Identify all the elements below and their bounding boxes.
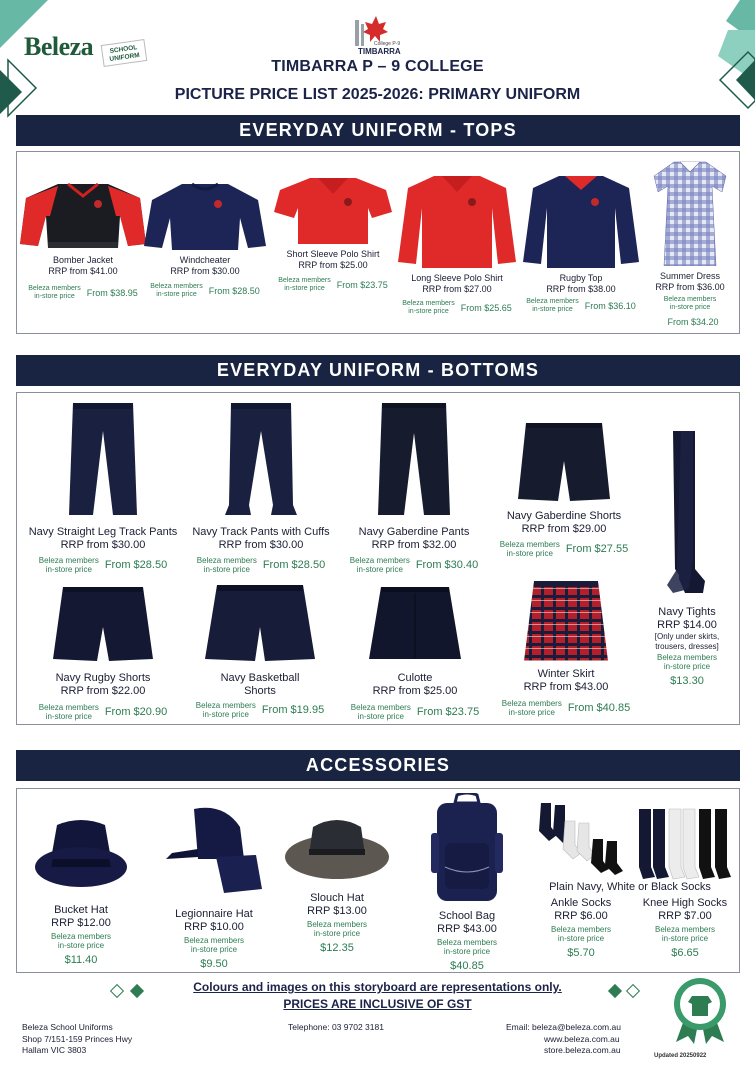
member-label: Beleza members in-store price [656, 653, 718, 671]
product-rrp: RRP from $41.00 [48, 266, 118, 276]
member-price: $6.65 [671, 947, 699, 959]
member-price: $11.40 [64, 954, 98, 966]
product-rrp: RRP from $30.00 [60, 539, 146, 551]
product-bomber-jacket [17, 176, 149, 302]
member-label: Beleza members in-store price [278, 276, 331, 292]
member-price: $9.50 [200, 958, 228, 970]
product-rrp: RRP from $25.00 [298, 260, 368, 270]
product-name: Navy Rugby Shorts [55, 672, 151, 684]
legionnaire-hat-image [164, 805, 264, 895]
member-label: Beleza members in-store price [196, 556, 257, 574]
member-label: Beleza members in-store price [183, 936, 245, 954]
member-label: Beleza members in-store price [402, 299, 455, 315]
member-label: Beleza members in-store price [28, 284, 81, 300]
product-knee-high-socks [635, 897, 735, 959]
product-ankle-socks [531, 897, 631, 959]
school-name: TIMBARRA P – 9 COLLEGE [271, 58, 484, 75]
product-rrp: RRP $12.00 [51, 917, 111, 929]
product-name: Slouch Hat [310, 892, 364, 904]
culotte-image [369, 583, 461, 663]
member-label: Beleza members in-store price [550, 925, 612, 943]
member-price: From $20.90 [104, 706, 168, 718]
member-price: $13.30 [670, 675, 704, 687]
product-name: Short Sleeve Polo Shirt [286, 249, 380, 259]
knee-high-socks-image [637, 807, 733, 881]
product-name: Navy Gaberdine Pants [358, 526, 470, 538]
rugby-shorts-image [53, 583, 153, 663]
logo-tag: SCHOOL UNIFORM [101, 39, 148, 67]
uniform-badge-seal [666, 976, 734, 1044]
product-name: Winter Skirt [537, 668, 595, 680]
disclaimer-text: Colours and images on this storyboard are representations only. [193, 980, 562, 994]
product-name: Bomber Jacket [52, 255, 114, 265]
member-price: $40.85 [450, 960, 484, 972]
product-winter-skirt [491, 579, 641, 717]
footer-contact: Email: beleza@beleza.com.au www.beleza.com.au store.beleza.com.au [506, 1022, 621, 1055]
member-price: From $19.95 [261, 704, 325, 716]
product-school-bag [411, 793, 523, 972]
product-windcheater [143, 178, 267, 300]
college-logo-small: College P-9 [374, 41, 401, 47]
bottoms-panel [16, 392, 740, 725]
product-rrp: RRP $10.00 [184, 921, 244, 933]
gst-notice: PRICES ARE INCLUSIVE OF GST [283, 997, 472, 1011]
member-label: Beleza members in-store price [663, 295, 717, 311]
basketball-shorts-image [205, 581, 315, 663]
member-price: From $28.50 [262, 559, 326, 571]
college-logo-name: TIMBARRA [358, 47, 401, 56]
logo-wordmark: Beleza [24, 32, 94, 61]
product-rrp: RRP $43.00 [437, 923, 497, 935]
product-name: Navy Basketball Shorts [220, 672, 300, 697]
product-slouch-hat [283, 817, 391, 954]
product-rrp: RRP from $38.00 [546, 284, 616, 294]
product-name: Knee High Socks [642, 897, 728, 909]
section-header-bottoms: EVERYDAY UNIFORM - BOTTOMS [16, 355, 740, 386]
product-navy-tights [639, 429, 735, 687]
winter-skirt-image [524, 579, 608, 663]
accessories-panel [16, 788, 740, 973]
product-straight-leg-track-pants [23, 401, 183, 574]
summer-dress-image [650, 160, 730, 266]
straight-leg-track-pants-image [63, 401, 143, 517]
footer-address: Beleza School Uniforms Shop 7/151-159 Princes Hwy Hallam VIC 3803 [22, 1022, 133, 1055]
product-legionnaire-hat [151, 805, 277, 970]
product-culotte [337, 583, 493, 721]
member-label: Beleza members in-store price [501, 699, 562, 717]
product-name: Navy Track Pants with Cuffs [192, 526, 330, 538]
product-track-pants-cuffs [181, 401, 341, 574]
member-price: From $23.75 [336, 279, 388, 290]
product-rrp: RRP from $27.00 [422, 284, 492, 294]
gaberdine-shorts-image [518, 421, 610, 503]
socks-group [525, 801, 735, 971]
track-pants-cuffs-image [221, 401, 301, 517]
member-label: Beleza members in-store price [349, 556, 410, 574]
section-header-accessories: ACCESSORIES [16, 750, 740, 781]
school-bag-image [427, 793, 507, 903]
product-bucket-hat [35, 819, 127, 966]
member-price: From $30.40 [415, 559, 479, 571]
member-price: From $40.85 [567, 702, 631, 714]
member-label: Beleza members in-store price [499, 540, 560, 558]
product-rugby-shorts [23, 583, 183, 721]
member-price: From $27.55 [565, 543, 629, 555]
product-rugby-top [517, 172, 645, 315]
product-rrp: RRP from $30.00 [218, 539, 304, 551]
bomber-jacket-image [20, 176, 146, 250]
slouch-hat-image [285, 817, 389, 881]
product-name: Ankle Socks [550, 897, 612, 909]
website-link[interactable]: www.beleza.com.au [544, 1033, 620, 1044]
section-header-tops: EVERYDAY UNIFORM - TOPS [16, 115, 740, 146]
member-price: From $25.65 [460, 302, 512, 313]
windcheater-image [144, 178, 266, 250]
product-rrp: RRP from $29.00 [521, 523, 607, 535]
rugby-top-image [523, 172, 639, 268]
member-label: Beleza members in-store price [38, 556, 99, 574]
tops-panel [16, 151, 740, 334]
member-price: From $34.20 [667, 316, 719, 327]
product-rrp: RRP $7.00 [658, 910, 712, 922]
member-label: Beleza members in-store price [654, 925, 716, 943]
navy-tights-image [665, 429, 709, 597]
product-name: Bucket Hat [54, 904, 108, 916]
footer-phone: Telephone: 03 9702 3181 [288, 1022, 384, 1032]
member-label: Beleza members in-store price [306, 920, 368, 938]
page-title: PICTURE PRICE LIST 2025-2026: PRIMARY UNIFORM [174, 86, 581, 103]
product-rrp: RRP from $22.00 [60, 685, 146, 697]
gaberdine-pants-image [374, 401, 454, 517]
updated-date: Updated 20250922 [654, 1053, 707, 1059]
product-name: Windcheater [179, 255, 231, 265]
product-name: Long Sleeve Polo Shirt [411, 273, 503, 283]
member-price: From $36.10 [584, 300, 636, 311]
product-rrp: RRP from $25.00 [372, 685, 458, 697]
member-label: Beleza members in-store price [195, 701, 256, 719]
product-rrp: RRP from $32.00 [371, 539, 457, 551]
member-label: Beleza members in-store price [50, 932, 112, 950]
product-rrp: RRP from $30.00 [170, 266, 240, 276]
product-summer-dress [643, 160, 737, 331]
product-name: School Bag [438, 910, 496, 922]
product-name: Culotte [397, 672, 433, 684]
member-price: $5.70 [567, 947, 595, 959]
member-price: $12.35 [320, 942, 354, 954]
member-label: Beleza members in-store price [38, 703, 99, 721]
product-long-sleeve-polo [395, 172, 519, 317]
product-name: Legionnaire Hat [175, 908, 253, 920]
product-name: Navy Straight Leg Track Pants [28, 526, 178, 538]
product-name: Navy Gaberdine Shorts [506, 510, 622, 522]
member-label: Beleza members in-store price [436, 938, 498, 956]
long-sleeve-polo-image [398, 172, 516, 268]
product-rrp: RRP $14.00 [657, 619, 717, 631]
product-rrp: RRP $13.00 [307, 905, 367, 917]
member-label: Beleza members in-store price [526, 297, 579, 313]
product-rrp: RRP $6.00 [554, 910, 608, 922]
store-link[interactable]: store.beleza.com.au [544, 1045, 621, 1055]
short-sleeve-polo-image [274, 172, 392, 244]
member-label: Beleza members in-store price [350, 703, 411, 721]
member-price: From $23.75 [416, 706, 480, 718]
bucket-hat-image [35, 819, 127, 889]
product-name: Navy Tights [658, 606, 716, 618]
product-basketball-shorts [183, 581, 337, 719]
member-price: From $28.50 [208, 285, 260, 296]
product-name: Summer Dress [659, 271, 720, 281]
tights-note: [Only under skirts, trousers, dresses] [654, 632, 720, 651]
member-label: Beleza members in-store price [150, 282, 203, 298]
member-price: From $28.50 [104, 559, 168, 571]
product-name: Rugby Top [559, 273, 603, 283]
product-rrp: RRP from $36.00 [655, 282, 725, 292]
ankle-socks-image [535, 801, 627, 875]
socks-heading: Plain Navy, White or Black Socks [549, 881, 711, 893]
product-rrp: RRP from $43.00 [523, 681, 609, 693]
product-gaberdine-pants [339, 401, 489, 574]
product-gaberdine-shorts [489, 421, 639, 558]
college-logo [348, 12, 408, 56]
product-short-sleeve-polo [267, 172, 399, 294]
member-price: From $38.95 [86, 287, 138, 298]
